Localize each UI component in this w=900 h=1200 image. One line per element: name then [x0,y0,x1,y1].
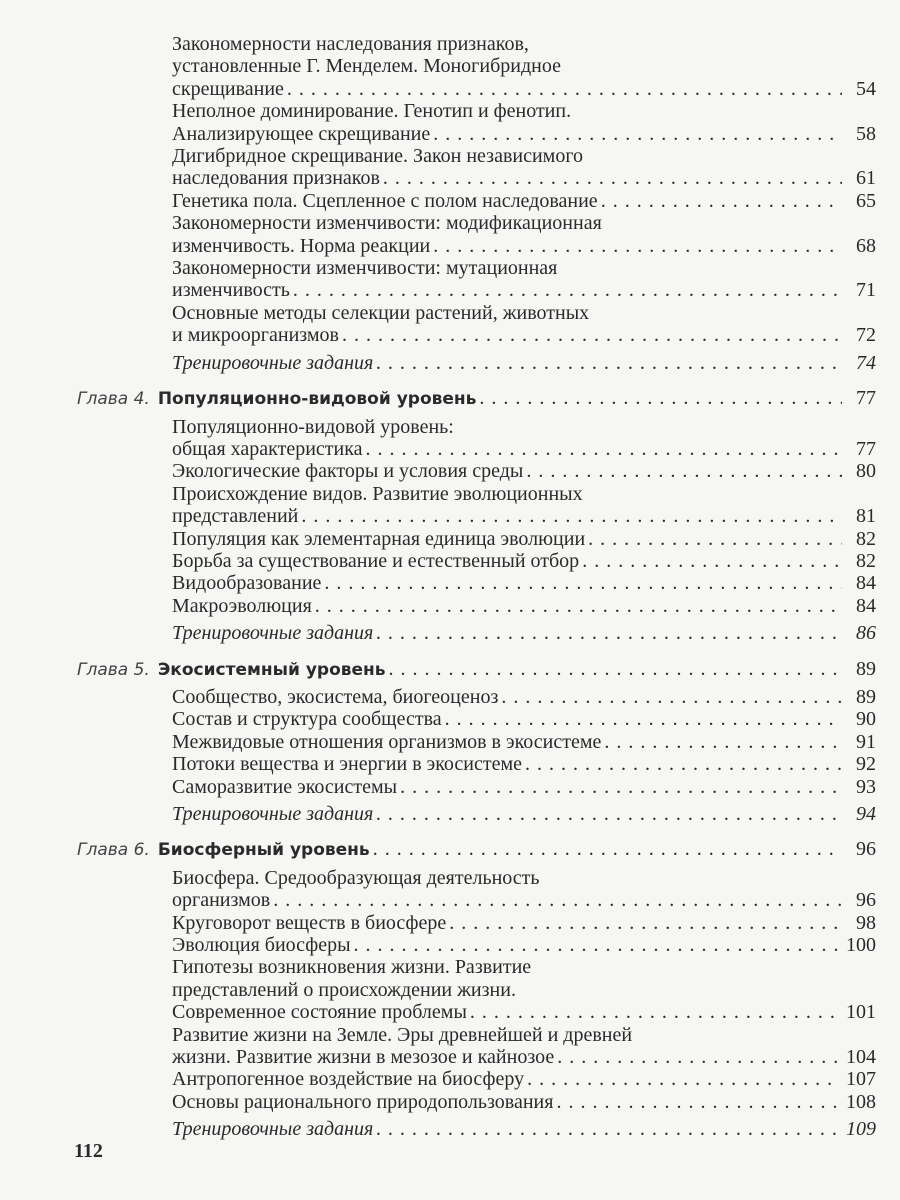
leader-dots [604,731,842,753]
page-ref: 98 [856,911,876,934]
page-ref: 93 [856,775,876,798]
entry-title-line: Закономерности наследования признаков, [172,33,529,55]
page-ref: 74 [856,351,876,374]
entry-title-line: общая характеристика [172,437,363,460]
entry-title-line: представлений [172,505,299,528]
toc-entry[interactable] [172,934,876,956]
leader-dots [354,934,838,956]
toc-entry[interactable] [172,416,876,461]
page-ref: 81 [856,505,876,528]
entry-last-line [172,1001,876,1023]
entry-title-line: Макроэволюция [172,594,312,617]
entry-title-line: Тренировочные задания [172,622,374,645]
toc-training-entry[interactable] [172,1118,876,1140]
toc-chapter-heading[interactable] [77,658,876,681]
toc-entry[interactable] [172,708,876,730]
leader-dots [293,279,842,301]
entry-last-line [172,731,876,753]
chapter-name: Биосферный уровень [157,840,370,861]
entry-last-line [172,686,876,708]
toc-entry[interactable] [172,1024,876,1069]
entry-title-line: скрещивание [172,77,284,100]
toc-entry[interactable] [172,776,876,798]
leader-dots [315,595,842,617]
page-number: 112 [74,1140,103,1162]
entry-last-line [172,123,876,145]
entry-last-line [172,776,876,798]
entry-last-line [172,279,876,301]
entry-last-line [172,803,876,825]
entry-title-line: изменчивость. Норма реакции [172,234,431,257]
toc-entry[interactable] [172,686,876,708]
page-ref: 90 [856,708,876,731]
leader-dots [449,912,842,934]
leader-dots [376,1118,838,1140]
leader-dots [527,1068,838,1090]
entry-title-line: Анализирующее скрещивание [172,122,431,145]
toc-training-entry[interactable] [172,352,876,374]
entry-last-line [172,460,876,482]
page-ref: 104 [846,1046,876,1069]
chapter-name: Экосистемный уровень [157,659,386,680]
chapter-name: Популяционно-видовой уровень [157,389,477,410]
entry-title-line: Тренировочные задания [172,803,374,825]
toc-entry[interactable] [172,460,876,482]
toc-entry[interactable] [172,190,876,212]
entry-title-line: Антропогенное воздействие на биосферу [172,1068,525,1091]
entry-title-line: Основные методы селекции растений, животных [172,301,590,324]
entry-last-line [172,572,876,594]
leader-dots [400,776,842,798]
entry-title-line: Биосфера. Средообразующая деятельность [172,866,540,889]
entry-title-line: Круговорот веществ в биосфере [172,911,447,934]
page-ref: 61 [856,167,876,190]
leader-dots [366,438,842,460]
entry-last-line [172,78,876,100]
leader-dots [273,889,842,911]
entry-title-line: установленные Г. Менделем. Моногибридное [172,55,561,78]
toc-entry[interactable] [172,212,876,257]
toc-entry[interactable] [172,595,876,617]
toc-entry[interactable] [172,731,876,753]
toc-chapter-heading[interactable] [77,838,876,861]
leader-dots [556,1091,838,1113]
toc-entry[interactable] [172,912,876,934]
entry-last-line [172,595,876,617]
entry-title-line: Закономерности изменчивости: мутационная [172,257,558,280]
chapter-label: Глава 6. [77,840,150,861]
entry-title-line: Современное состояние проблемы [172,1001,467,1024]
leader-dots [376,352,842,374]
leader-dots [479,387,842,409]
entry-last-line [172,708,876,730]
page-ref: 82 [856,527,876,550]
toc-chapter-heading[interactable] [77,387,876,410]
entry-title-line: Развитие жизни на Земле. Эры древнейшей и древней [172,1023,633,1046]
page-ref: 108 [846,1090,876,1113]
entry-last-line [172,622,876,644]
entry-last-line [172,753,876,775]
toc-entry[interactable] [172,257,876,302]
page-ref: 101 [846,1001,876,1024]
chapter-label: Глава 5. [77,659,150,680]
leader-dots [526,460,842,482]
entry-last-line [172,235,876,257]
page-ref: 109 [846,1118,876,1141]
entry-title-line: Популяционно-видовой уровень: [172,415,454,438]
toc-entry[interactable] [172,100,876,145]
entry-title-line: Видообразование [172,572,322,595]
toc-entry[interactable] [172,33,876,100]
chapter-title [77,658,386,681]
leader-dots [383,167,842,189]
entry-title-line: Сообщество, экосистема, биогеоценоз [172,685,499,708]
table-of-contents [0,33,900,1141]
leader-dots [389,658,842,680]
entry-title-line: Борьба за существование и естественный отбор [172,549,580,572]
toc-training-entry[interactable] [172,622,876,644]
page-ref: 94 [856,803,876,825]
leader-dots [445,708,842,730]
chapter-label: Глава 4. [77,389,150,410]
entry-last-line [172,352,876,374]
entry-title-line: жизни. Развитие жизни в мезозое и кайнозое [172,1046,555,1069]
page-ref: 77 [856,437,876,460]
chapter-title [77,838,370,861]
leader-dots [433,123,842,145]
entry-title-line: наследования признаков [172,167,380,190]
entry-title-line: организмов [172,889,271,912]
toc-entry[interactable] [172,528,876,550]
page-ref: 65 [856,189,876,212]
leader-dots [582,550,842,572]
page-ref: 84 [856,572,876,595]
leader-dots [287,78,842,100]
chapter-title [77,387,476,410]
entry-title-line: Потоки вещества и энергии в экосистеме [172,753,523,776]
entry-title-line: изменчивость [172,279,290,302]
leader-dots [301,505,842,527]
toc-entry[interactable] [172,572,876,594]
leader-dots [342,324,842,346]
toc-entry[interactable] [172,867,876,912]
toc-entry[interactable] [172,753,876,775]
page-ref: 107 [846,1068,876,1091]
page-ref: 84 [856,594,876,617]
toc-entry[interactable] [172,1091,876,1113]
leader-dots [601,190,842,212]
page-ref: 71 [856,279,876,302]
entry-title-line: Генетика пола. Сцепленное с полом наследование [172,189,598,212]
entry-last-line [172,324,876,346]
entry-title-line: Неполное доминирование. Генотип и фенотип. [172,100,572,123]
leader-dots [433,235,842,257]
entry-last-line [172,167,876,189]
entry-title-line: представлений о происхождении жизни. [172,978,516,1001]
entry-title-line: Закономерности изменчивости: модификационная [172,212,602,235]
entry-title-line: Популяция как элементарная единица эволюции [172,527,586,550]
entry-last-line [172,550,876,572]
toc-entry[interactable] [172,145,876,190]
entry-last-line [172,528,876,550]
entry-title-line: Дигибридное скрещивание. Закон независимого [172,145,584,168]
page-ref: 89 [856,685,876,708]
page-ref: 92 [856,753,876,776]
leader-dots [588,528,842,550]
entry-title-line: и микроорганизмов [172,324,339,347]
page-ref: 91 [856,730,876,753]
entry-title-line: Тренировочные задания [172,351,374,374]
entry-last-line [172,889,876,911]
leader-dots [376,622,842,644]
entry-title-line: Гипотезы возникновения жизни. Развитие [172,956,532,979]
page-ref: 86 [856,622,876,645]
page-ref: 77 [856,387,876,410]
page-ref: 54 [856,77,876,100]
toc-entry[interactable] [172,483,876,528]
toc-entry[interactable] [172,956,876,1023]
entry-last-line [172,934,876,956]
entry-last-line [172,912,876,934]
leader-dots [470,1001,838,1023]
entry-title-line: Происхождение видов. Развитие эволюционных [172,482,583,505]
entry-last-line [172,505,876,527]
entry-last-line [172,1046,876,1068]
leader-dots [525,753,842,775]
page-ref: 96 [856,838,876,861]
page-ref: 96 [856,889,876,912]
page-ref: 82 [856,549,876,572]
toc-entry[interactable] [172,550,876,572]
entry-last-line [172,438,876,460]
page-ref: 58 [856,122,876,145]
toc-training-entry[interactable] [172,803,876,825]
entry-title-line: Состав и структура сообщества [172,708,442,731]
page-ref: 72 [856,324,876,347]
page-ref: 68 [856,234,876,257]
leader-dots [324,572,842,594]
toc-entry[interactable] [172,302,876,347]
entry-last-line [172,1068,876,1090]
page-ref: 89 [856,657,876,680]
entry-title-line: Саморазвитие экосистемы [172,775,398,798]
entry-last-line [172,1118,876,1140]
entry-title-line: Тренировочные задания [172,1118,374,1141]
entry-title-line: Экологические факторы и условия среды [172,460,524,483]
entry-last-line [172,190,876,212]
entry-title-line: Основы рационального природопользования [172,1090,554,1113]
leader-dots [501,686,842,708]
entry-last-line [172,1091,876,1113]
leader-dots [376,803,842,825]
leader-dots [557,1046,838,1068]
leader-dots [373,838,842,860]
page-ref: 80 [856,460,876,483]
entry-title-line: Межвидовые отношения организмов в экосистеме [172,730,602,753]
entry-title-line: Эволюция биосферы [172,934,351,957]
toc-entry[interactable] [172,1068,876,1090]
page-ref: 100 [846,934,876,957]
